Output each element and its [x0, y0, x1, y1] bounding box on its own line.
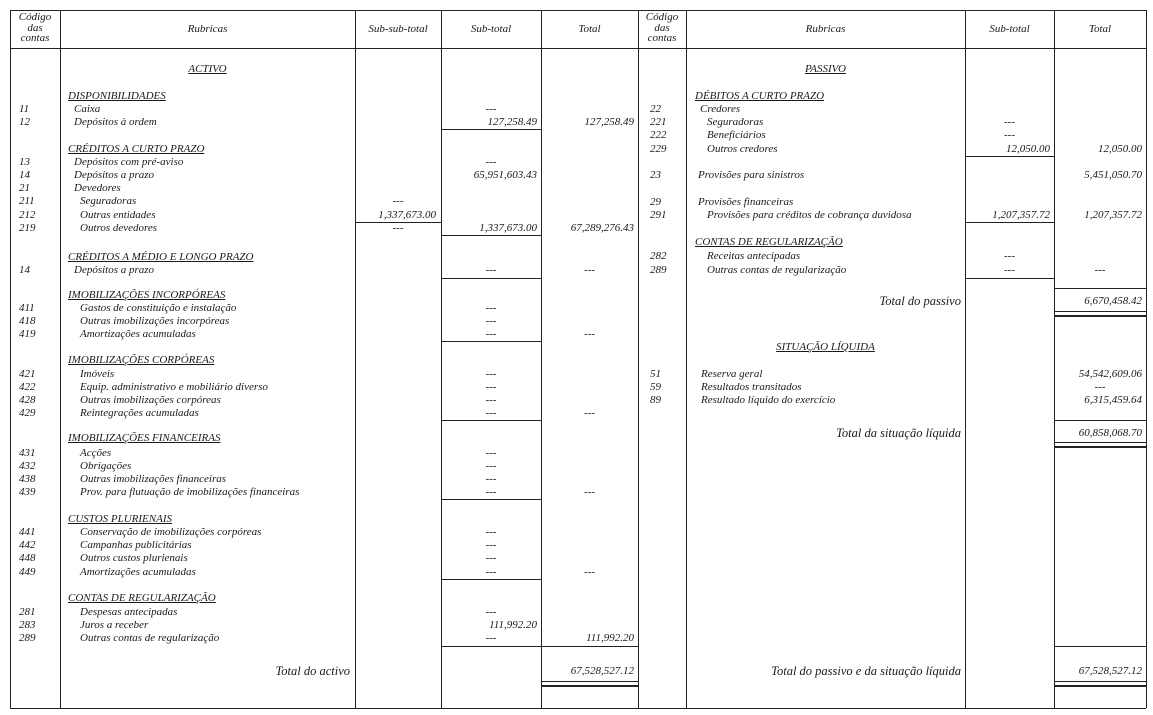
subtotal-value: --- [485, 447, 497, 459]
header-rubricas-right: Rubricas [805, 23, 846, 35]
account-code: 14 [19, 264, 30, 276]
account-code: 12 [19, 116, 30, 128]
total-value: --- [584, 486, 595, 498]
account-label: Depósitos a prazo [74, 264, 155, 276]
col-divider [355, 10, 356, 708]
header-subtotal-right: Sub-total [989, 23, 1030, 35]
total-value: 1,207,357.72 [1084, 209, 1142, 221]
total-passivo-label: Total do passivo [879, 294, 961, 308]
double-rule [541, 685, 638, 687]
col-divider [1054, 10, 1055, 708]
subtotal-value: --- [485, 526, 497, 538]
total-value: 67,289,276.43 [570, 222, 634, 234]
rule [441, 579, 541, 580]
rule [1054, 420, 1146, 421]
account-code: 432 [19, 460, 36, 472]
total-value: 12,050.00 [1098, 143, 1142, 155]
subtotal-value: --- [485, 539, 497, 551]
account-code: 281 [19, 606, 36, 618]
total-value: --- [584, 264, 595, 276]
account-code: 429 [19, 407, 36, 419]
col-divider [965, 10, 966, 708]
account-label: Outras contas de regularização [707, 264, 847, 276]
account-label: Prov. para flutuação de imobilizações financeiras [80, 486, 300, 498]
account-label: Resultado líquido do exercício [701, 394, 836, 406]
section-heading: IMOBILIZAÇÕES CORPÓREAS [68, 354, 215, 366]
account-code: 221 [650, 116, 667, 128]
subtotal-value: --- [485, 315, 497, 327]
section-heading: CONTAS DE REGULARIZAÇÃO [68, 592, 216, 604]
header-codigo-right: Código das contas [645, 11, 679, 44]
col-divider [10, 10, 11, 708]
total-activo-value: 67,528,527.12 [570, 665, 634, 677]
rule [965, 156, 1054, 157]
total-value: 127,258.49 [584, 116, 634, 128]
subtotal-value: --- [1004, 129, 1015, 141]
col-divider [60, 10, 61, 708]
subtotal-value: --- [485, 302, 497, 314]
account-code: 51 [650, 368, 661, 380]
account-label: Obrigações [80, 460, 132, 472]
grand-total-label: Total do passivo e da situação líquida [771, 664, 961, 678]
account-code: 14 [19, 169, 30, 181]
subtotal-value: --- [485, 632, 497, 644]
account-label: Outros devedores [80, 222, 158, 234]
subsubtotal-value: 1,337,673.00 [378, 209, 436, 221]
total-value: --- [1094, 264, 1106, 276]
account-label: Campanhas publicitárias [80, 539, 192, 551]
subtotal-value: 65,951,603.43 [473, 169, 537, 181]
grand-total-value: 67,528,527.12 [1078, 665, 1142, 677]
subtotal-value: 1,207,357.72 [992, 209, 1050, 221]
account-code: 282 [650, 250, 667, 262]
subtotal-value: --- [485, 473, 497, 485]
account-code: 23 [650, 169, 661, 181]
account-code: 222 [650, 129, 667, 141]
account-code: 29 [650, 196, 661, 208]
subtotal-value: --- [485, 103, 497, 115]
account-label: Amortizações acumuladas [80, 566, 196, 578]
account-label: Juros a receber [80, 619, 149, 631]
section-heading: DÉBITOS A CURTO PRAZO [695, 90, 825, 102]
account-label: Beneficiários [707, 129, 766, 141]
rule [1054, 646, 1146, 647]
account-code: 431 [19, 447, 36, 459]
activo-title: ACTIVO [188, 63, 227, 75]
account-label: Outros custos plurienais [80, 552, 188, 564]
total-situacao-label: Total da situação líquida [836, 426, 961, 440]
rule [441, 129, 541, 130]
section-heading: CRÉDITOS A MÉDIO E LONGO PRAZO [68, 251, 254, 263]
total-value: --- [584, 407, 595, 419]
account-code: 421 [19, 368, 36, 380]
account-code: 438 [19, 473, 36, 485]
subtotal-value: --- [485, 368, 497, 380]
account-code: 13 [19, 156, 30, 168]
col-divider [686, 10, 687, 708]
subsubtotal-value: --- [392, 195, 404, 207]
account-label: Caixa [74, 103, 101, 115]
rule [441, 235, 541, 236]
subsubtotal-value: --- [392, 222, 404, 234]
rule [1054, 442, 1146, 443]
total-situacao-value: 60,858,068.70 [1078, 427, 1142, 439]
account-label: Depósitos a prazo [74, 169, 155, 181]
account-label: Gastos de constituição e instalação [80, 302, 237, 314]
passivo-title: PASSIVO [804, 63, 847, 75]
table-top-border [10, 10, 1146, 11]
header-codigo-left: Código das contas [18, 11, 52, 44]
account-label: Receitas antecipadas [707, 250, 801, 262]
rule [1054, 681, 1146, 682]
subtotal-value: 127,258.49 [487, 116, 537, 128]
account-label: Reintegrações acumuladas [80, 407, 199, 419]
total-value: --- [584, 328, 595, 340]
account-code: 59 [650, 381, 661, 393]
rule [441, 278, 541, 279]
account-code: 283 [19, 619, 36, 631]
subtotal-value: --- [485, 460, 497, 472]
account-label: Outras imobilizações corpóreas [80, 394, 221, 406]
header-rubricas-left: Rubricas [187, 23, 228, 35]
account-code: 22 [650, 103, 661, 115]
rule [541, 646, 638, 647]
account-label: Devedores [74, 182, 121, 194]
subtotal-value: --- [485, 486, 497, 498]
account-label: Resultados transitados [701, 381, 802, 393]
account-code: 441 [19, 526, 36, 538]
rule [965, 278, 1054, 279]
rule [441, 341, 541, 342]
rule [355, 222, 441, 223]
section-heading: IMOBILIZAÇÕES INCORPÓREAS [68, 289, 226, 301]
subtotal-value: --- [485, 552, 497, 564]
double-rule [1054, 685, 1146, 687]
account-code: 442 [19, 539, 36, 551]
header-bottom-border [10, 48, 1146, 49]
total-passivo-value: 6,670,458.42 [1084, 295, 1142, 307]
subtotal-value: 111,992.20 [489, 619, 537, 631]
account-label: Seguradoras [80, 195, 137, 207]
account-label: Outras imobilizações incorpóreas [80, 315, 230, 327]
account-label: Provisões financeiras [698, 196, 794, 208]
account-code: 428 [19, 394, 36, 406]
header-total-left: Total [578, 23, 601, 35]
account-label: Depósitos à ordem [74, 116, 157, 128]
total-value: 111,992.20 [586, 632, 634, 644]
situacao-title: SITUAÇÃO LÍQUIDA [776, 341, 875, 353]
total-activo-label: Total do activo [275, 664, 350, 678]
total-value: 5,451,050.70 [1084, 169, 1142, 181]
col-divider [541, 10, 542, 708]
account-label: Conservação de imobilizações corpóreas [80, 526, 262, 538]
rule [1054, 311, 1146, 312]
rule [441, 646, 541, 647]
account-code: 219 [19, 222, 36, 234]
rule [441, 499, 541, 500]
double-rule [1054, 315, 1146, 317]
account-code: 418 [19, 315, 36, 327]
account-label: Equip. administrativo e mobiliário diverso [80, 381, 268, 393]
header-total-right: Total [1088, 23, 1112, 35]
account-code: 11 [19, 103, 30, 115]
account-label: Imóveis [80, 368, 115, 380]
header-subsubtotal: Sub-sub-total [368, 23, 428, 35]
subtotal-value: --- [1004, 250, 1015, 262]
account-label: Despesas antecipadas [80, 606, 178, 618]
account-label: Provisões para créditos de cobrança duvidosa [707, 209, 912, 221]
subtotal-value: --- [485, 407, 497, 419]
account-code: 289 [19, 632, 36, 644]
account-label: Outras imobilizações financeiras [80, 473, 227, 485]
account-label: Outros credores [707, 143, 778, 155]
account-code: 89 [650, 394, 661, 406]
total-value: --- [584, 566, 595, 578]
account-label: Outras entidades [80, 209, 156, 221]
subtotal-value: --- [485, 156, 497, 168]
account-label: Seguradoras [707, 116, 764, 128]
account-label: Provisões para sinistros [698, 169, 805, 181]
subtotal-value: --- [485, 606, 497, 618]
rule [965, 222, 1054, 223]
account-label: Depósitos com pré-aviso [74, 156, 184, 168]
total-value: 54,542,609.06 [1078, 368, 1142, 380]
subtotal-value: 12,050.00 [1006, 143, 1050, 155]
section-heading: CUSTOS PLURIENAIS [68, 513, 172, 525]
account-code: 289 [650, 264, 667, 276]
table-bottom-border [10, 708, 1146, 709]
col-divider [1146, 10, 1147, 708]
total-value: --- [1094, 381, 1106, 393]
account-label: Outras contas de regularização [80, 632, 220, 644]
account-code: 439 [19, 486, 36, 498]
subtotal-value: --- [1004, 264, 1015, 276]
double-rule [1054, 446, 1146, 448]
account-code: 422 [19, 381, 36, 393]
header-subtotal-left: Sub-total [470, 23, 512, 35]
subtotal-value: --- [485, 381, 497, 393]
subtotal-value: --- [485, 394, 497, 406]
rule [541, 681, 638, 682]
total-value: 6,315,459.64 [1084, 394, 1142, 406]
account-code: 448 [19, 552, 36, 564]
subtotal-value: --- [485, 566, 497, 578]
section-heading: IMOBILIZAÇÕES FINANCEIRAS [68, 432, 221, 444]
subtotal-value: --- [485, 328, 497, 340]
rule [441, 420, 541, 421]
section-heading: CRÉDITOS A CURTO PRAZO [68, 143, 205, 155]
account-label: Reserva geral [701, 368, 763, 380]
col-divider [638, 10, 639, 708]
account-label: Acções [80, 447, 112, 459]
section-heading: CONTAS DE REGULARIZAÇÃO [695, 236, 843, 248]
account-code: 411 [19, 302, 35, 314]
account-label: Amortizações acumuladas [80, 328, 196, 340]
account-code: 21 [19, 182, 30, 194]
subtotal-value: 1,337,673.00 [479, 222, 537, 234]
account-code: 419 [19, 328, 36, 340]
account-code: 449 [19, 566, 36, 578]
account-code: 229 [650, 143, 667, 155]
account-code: 291 [650, 209, 667, 221]
rule [1054, 288, 1146, 289]
account-code: 211 [19, 195, 35, 207]
section-heading: DISPONIBILIDADES [68, 90, 166, 102]
account-label: Credores [700, 103, 741, 115]
subtotal-value: --- [485, 264, 497, 276]
subtotal-value: --- [1004, 116, 1015, 128]
account-code: 212 [19, 209, 36, 221]
